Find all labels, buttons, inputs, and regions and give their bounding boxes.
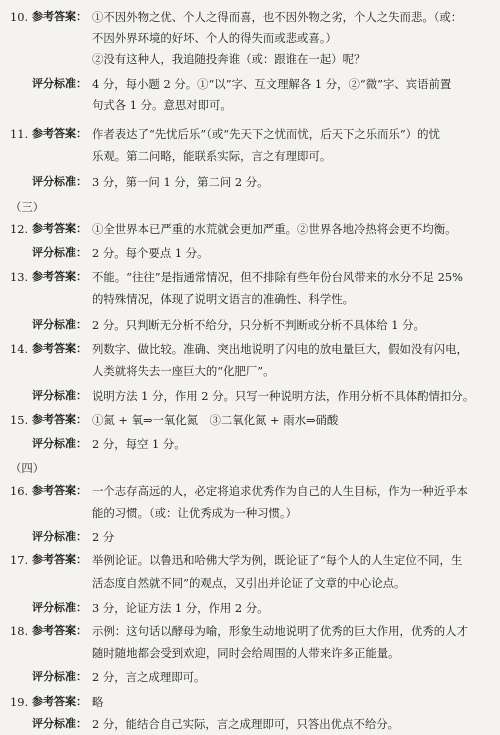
score-label: 评分标准： [32,246,87,259]
answer-text: 能的习惯。（或：让优秀成为一种习惯。） [92,506,298,520]
answer-text: 活态度自然就不同”的观点，又引出并论证了文章的中心论点。 [92,576,406,590]
answer-text: ②没有这种人，我追随投奔谁（或：跟谁在一起）呢？ [92,52,366,66]
score-text: 3 分，论证方法 1 分，作用 2 分。 [92,601,269,615]
score-text: 句式各 1 分。意思对即可。 [92,98,232,112]
question-number: 14. [10,342,29,356]
question-number: 13. [10,270,29,284]
answer-label: 参考答案： [32,270,87,283]
question-number: 12. [10,222,29,236]
answer-text: 不能。“往往”是指通常情况，但不排除有些年份台风带来的水分不足 25% [92,270,463,284]
answer-text: 随时随地都会受到欢迎，同时会给周围的人带来许多正能量。 [92,646,400,660]
question-number: 11. [10,127,29,141]
score-text: 2 分，能结合自己实际，言之成理即可，只答出优点不给分。 [92,717,400,731]
score-label: 评分标准： [32,318,87,331]
question-number: 16. [10,484,29,498]
score-text: 3 分，第一问 1 分，第二问 2 分。 [92,175,269,189]
answer-text: 略 [92,695,104,709]
question-number: 15. [10,413,29,427]
answer-text: 的特殊情况，体现了说明文语言的准确性、科学性。 [92,292,354,306]
answer-text: 作者表达了“先忧后乐”（或“先天下之忧而忧，后天下之乐而乐”）的忧 [92,127,440,141]
answer-text: ①全世界本已严重的水荒就会更加严重。②世界各地冷热将会更不均衡。 [92,222,457,236]
answer-label: 参考答案： [32,624,87,637]
section-heading: （三） [10,200,45,214]
answer-label: 参考答案： [32,342,87,355]
answer-label: 参考答案： [32,695,87,708]
answer-text: 一个志存高远的人，必定将追求优秀作为自己的人生目标，作为一种近乎本 [92,484,468,498]
answer-label: 参考答案： [32,10,87,23]
answer-text: 列数字、做比较。准确、突出地说明了闪电的放电量巨大，假如没有闪电， [92,342,468,356]
answer-label: 参考答案： [32,127,87,140]
answer-label: 参考答案： [32,553,87,566]
answer-label: 参考答案： [32,484,87,497]
answer-label: 参考答案： [32,413,87,426]
score-label: 评分标准： [32,717,87,730]
score-label: 评分标准： [32,530,87,543]
score-text: 2 分。每个要点 1 分。 [92,246,209,260]
answer-label: 参考答案： [32,222,87,235]
score-label: 评分标准： [32,175,87,188]
answer-text: 示例：这句话以酵母为喻，形象生动地说明了优秀的巨大作用，优秀的人才 [92,624,468,638]
question-number: 17. [10,553,29,567]
answer-text: 乐观。第二问略，能联系实际，言之有理即可。 [92,149,332,163]
score-text: 4 分，每小题 2 分。①“以”字、互文理解各 1 分，②“微”字、宾语前置 [92,77,452,91]
score-text: 2 分 [92,530,115,544]
score-text: 说明方法 1 分，作用 2 分。只写一种说明方法，作用分析不具体酌情扣分。 [92,389,475,403]
score-label: 评分标准： [32,389,87,402]
score-label: 评分标准： [32,77,87,90]
answer-text: 人类就将失去一座巨大的“化肥厂”。 [92,364,275,378]
question-number: 19. [10,695,29,709]
section-heading: （四） [10,461,45,475]
score-label: 评分标准： [32,437,87,450]
score-label: 评分标准： [32,670,87,683]
answer-text: 不因外界环境的好坏、个人的得失而或悲或喜。） [92,31,337,45]
question-number: 10. [10,10,29,24]
answer-text: ①氮 + 氧⇒一氧化氮 ③二氧化氮 + 雨水⇒硝酸 [92,413,339,427]
answer-text: 举例论证。以鲁迅和哈佛大学为例，既论证了“每个人的人生定位不同，生 [92,553,463,567]
answer-text: ①不因外物之优、个人之得而喜，也不因外物之劣，个人之失而悲。（或： [92,10,463,24]
score-label: 评分标准： [32,601,87,614]
question-number: 18. [10,624,29,638]
score-text: 2 分。只判断无分析不给分，只分析不判断或分析不具体给 1 分。 [92,318,425,332]
score-text: 2 分，每空 1 分。 [92,437,186,451]
score-text: 2 分，言之成理即可。 [92,670,206,684]
